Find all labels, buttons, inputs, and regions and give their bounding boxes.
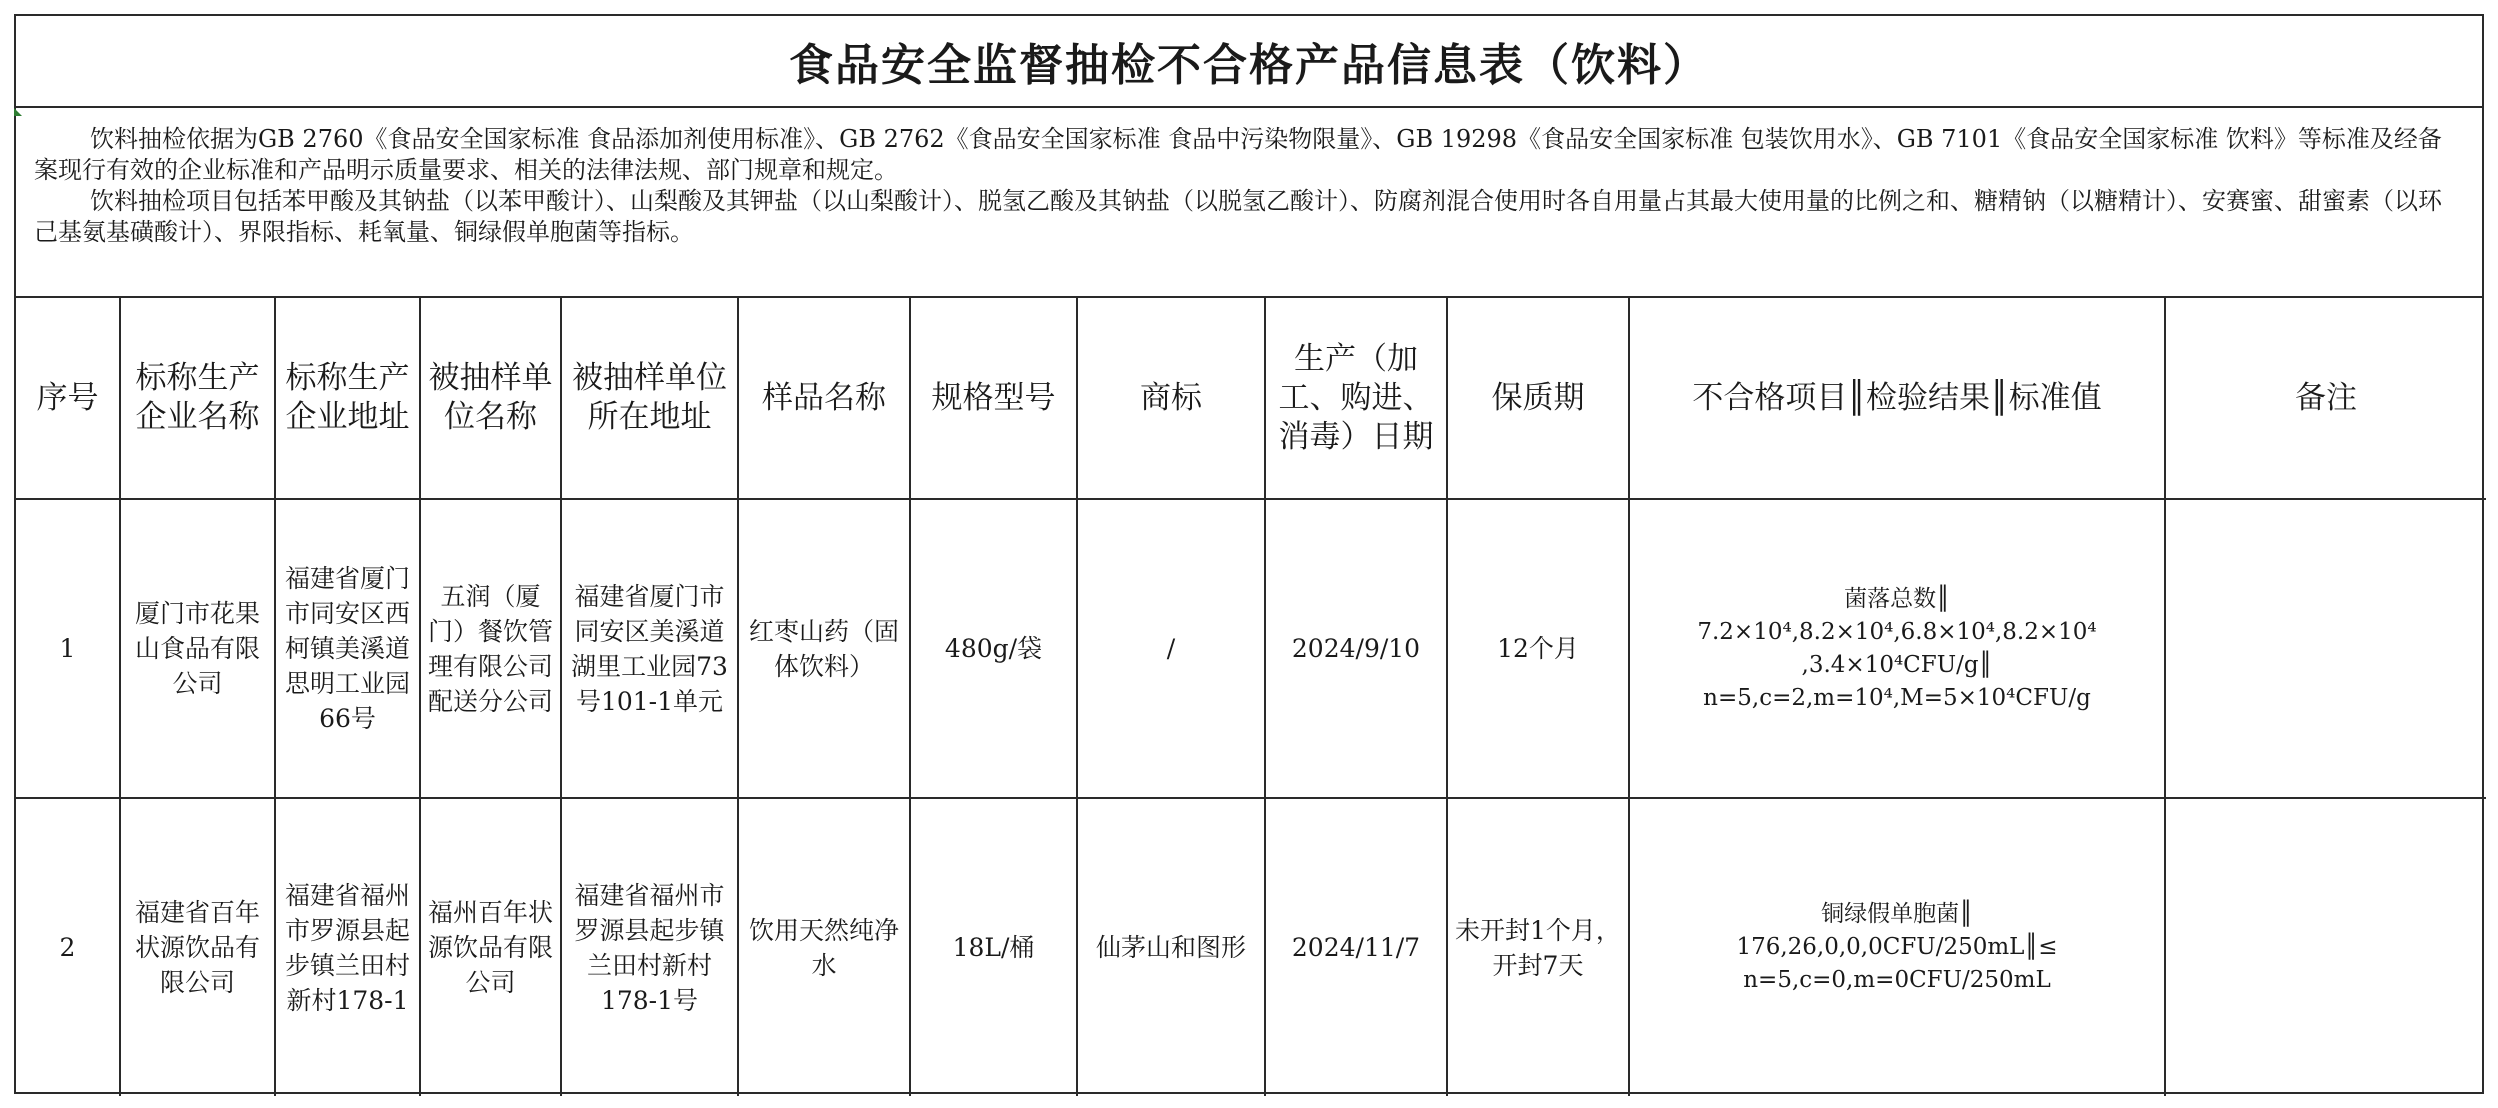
- cell-spec: 480g/袋: [910, 499, 1077, 798]
- cell-production-date: 2024/11/7: [1265, 798, 1447, 1096]
- cell-sample-name: 红枣山药（固体饮料）: [738, 499, 910, 798]
- header-shelf-life: 保质期: [1447, 298, 1629, 499]
- cell-sampled-unit: 福州百年状源饮品有限公司: [420, 798, 561, 1096]
- header-remarks: 备注: [2165, 298, 2486, 499]
- cell-corner-marker: [14, 108, 22, 116]
- product-table: [16, 298, 2486, 1096]
- notes-section: [16, 108, 2482, 298]
- header-production-date: 生产（加工、购进、消毒）日期: [1265, 298, 1447, 499]
- cell-sampled-address: 福建省福州市罗源县起步镇兰田村新村178-1号: [561, 798, 738, 1096]
- sheet-title-text: 食品安全监督抽检不合格产品信息表（饮料）: [789, 40, 1709, 91]
- cell-producer-name: 厦门市花果山食品有限公司: [120, 499, 275, 798]
- cell-sampled-address: 福建省厦门市同安区美溪道湖里工业园73号101-1单元: [561, 499, 738, 798]
- notes-standards: 饮料抽检依据为GB 2760《食品安全国家标准 食品添加剂使用标准》、GB 2762《食品安全国家标准 食品中污染物限量》、GB 19298《食品安全国家标准 包装饮用水》、GB 7101《食品安全国家标准 饮料》等标准及经备案现行有效的企业标准和产品明示质量要求、相关的法律法规、部门规章和规定。: [34, 125, 2442, 184]
- header-failed-item: 不合格项目║检验结果║标准值: [1629, 298, 2165, 499]
- table-row: [16, 499, 2486, 798]
- header-sample-name: 样品名称: [738, 298, 910, 499]
- cell-shelf-life: 12个月: [1447, 499, 1629, 798]
- failed-item-name: 菌落总数║: [1844, 585, 1950, 612]
- cell-seq: 2: [16, 798, 120, 1096]
- notes-test-items: 饮料抽检项目包括苯甲酸及其钠盐（以苯甲酸计）、山梨酸及其钾盐（以山梨酸计）、脱氢乙酸及其钠盐（以脱氢乙酸计）、防腐剂混合使用时各自用量占其最大使用量的比例之和、糖精钠（以糖精计）、安赛蜜、甜蜜素（以环己基氨基磺酸计）、界限指标、耗氧量、铜绿假单胞菌等指标。: [34, 187, 2442, 246]
- cell-producer-address: 福建省厦门市同安区西柯镇美溪道思明工业园66号: [275, 499, 420, 798]
- sheet-title: [16, 16, 2482, 108]
- cell-producer-address: 福建省福州市罗源县起步镇兰田村新村178-1: [275, 798, 420, 1096]
- table-header-row: [16, 298, 2486, 499]
- cell-spec: 18L/桶: [910, 798, 1077, 1096]
- cell-production-date: 2024/9/10: [1265, 499, 1447, 798]
- header-brand: 商标: [1077, 298, 1265, 499]
- table-row: [16, 798, 2486, 1096]
- header-seq: 序号: [16, 298, 120, 499]
- cell-failed-item: [1629, 499, 2165, 798]
- failed-item-results: 176,26,0,0,0CFU/250mL║≤: [1736, 934, 2058, 960]
- failed-item-results: 7.2×10⁴,8.2×10⁴,6.8×10⁴,8.2×10⁴: [1697, 618, 2097, 645]
- failed-item-name: 铜绿假单胞菌║: [1821, 901, 1973, 927]
- header-sampled-address: 被抽样单位所在地址: [561, 298, 738, 499]
- cell-shelf-life: 未开封1个月，开封7天: [1447, 798, 1629, 1096]
- cell-failed-item: [1629, 798, 2165, 1096]
- failed-item-standard: n=5,c=0,m=0CFU/250mL: [1743, 967, 2051, 993]
- cell-remarks: [2165, 798, 2486, 1096]
- header-sampled-unit: 被抽样单位名称: [420, 298, 561, 499]
- cell-remarks: [2165, 499, 2486, 798]
- cell-sampled-unit: 五润（厦门）餐饮管理有限公司配送分公司: [420, 499, 561, 798]
- header-producer-address: 标称生产企业地址: [275, 298, 420, 499]
- cell-seq: 1: [16, 499, 120, 798]
- failed-item-results-cont: ,3.4×10⁴CFU/g║: [1801, 651, 1993, 678]
- cell-producer-name: 福建省百年状源饮品有限公司: [120, 798, 275, 1096]
- failed-item-standard: n=5,c=2,m=10⁴,M=5×10⁴CFU/g: [1703, 684, 2091, 711]
- cell-brand: 仙茅山和图形: [1077, 798, 1265, 1096]
- header-producer-name: 标称生产企业名称: [120, 298, 275, 499]
- info-sheet: [14, 14, 2484, 1094]
- cell-sample-name: 饮用天然纯净水: [738, 798, 910, 1096]
- cell-brand: /: [1077, 499, 1265, 798]
- header-spec: 规格型号: [910, 298, 1077, 499]
